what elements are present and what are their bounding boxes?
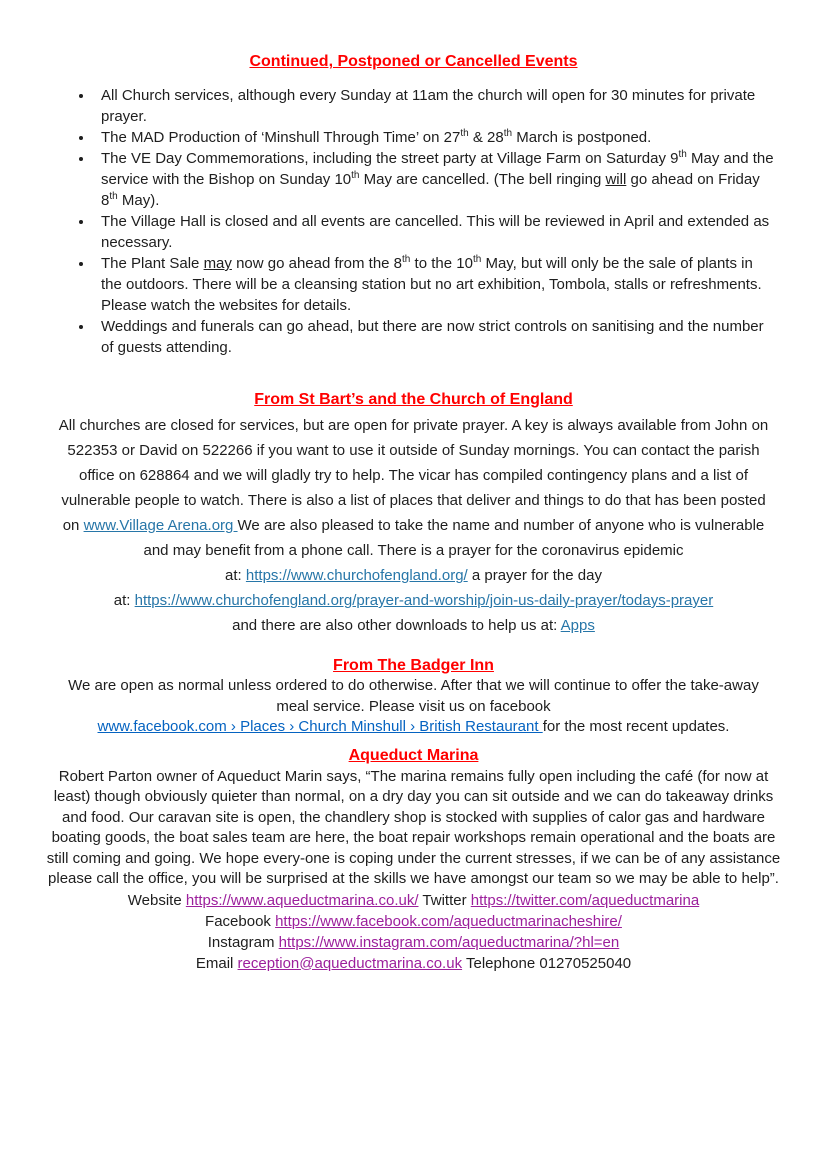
badger-facebook-link[interactable]: www.facebook.com › Places › Church Minshull › British Restaurant xyxy=(97,718,543,735)
text-run: th xyxy=(109,191,118,202)
text-run: The MAD Production of ‘Minshull Through Time’ on 27 xyxy=(101,129,461,146)
text-run: Instagram xyxy=(207,933,279,951)
text-run: th xyxy=(503,128,513,139)
contact-line-instagram xyxy=(52,932,775,953)
text-run: to the 10 xyxy=(410,255,473,272)
badger-inn-section-heading: From The Badger Inn xyxy=(333,657,494,674)
list-item xyxy=(94,316,775,358)
st-barts-paragraph xyxy=(57,413,771,563)
text-run: at: xyxy=(225,567,246,584)
list-item xyxy=(94,148,775,211)
marina-email-link[interactable]: reception@aqueductmarina.co.uk xyxy=(237,954,463,972)
text-run: March is postponed. xyxy=(512,129,652,146)
text-run: The VE Day Commemorations, including the street party at Village Farm on Saturday 9 xyxy=(101,150,679,167)
marina-twitter-link[interactable]: https://twitter.com/aqueductmarina xyxy=(470,891,700,909)
badger-facebook-line xyxy=(52,717,775,738)
contact-line-website-twitter xyxy=(52,890,775,911)
badger-inn-paragraph xyxy=(52,676,775,717)
aqueduct-marina-paragraph xyxy=(45,767,782,890)
apps-link[interactable]: Apps xyxy=(560,617,595,634)
text-run: at: xyxy=(113,592,135,609)
list-item-text xyxy=(101,255,762,314)
list-item-text xyxy=(101,213,769,251)
text-run: for the most recent updates. xyxy=(542,718,730,735)
cancelled-events-list xyxy=(52,85,775,358)
text-run: Facebook xyxy=(205,912,276,930)
list-item xyxy=(94,211,775,253)
marina-facebook-link[interactable]: https://www.facebook.com/aqueductmarinacheshire/ xyxy=(275,912,622,930)
text-run: Twitter xyxy=(418,891,471,909)
aqueduct-contacts xyxy=(52,890,775,974)
text-run: th xyxy=(402,254,411,265)
events-section-heading: Continued, Postponed or Cancelled Events xyxy=(249,53,578,70)
downloads-line xyxy=(52,613,775,638)
marina-instagram-link[interactable]: https://www.instagram.com/aqueductmarina/?hl=en xyxy=(278,933,620,951)
text-run: The Village Hall is closed and all events are cancelled. This will be reviewed in April and extended as necessary. xyxy=(101,213,770,251)
text-run: th xyxy=(472,254,482,265)
text-run: Weddings and funerals can go ahead, but there are now strict controls on sanitising and the number of guests attending. xyxy=(101,318,764,356)
contact-line-email-telephone xyxy=(52,953,775,974)
list-item xyxy=(94,85,775,127)
text-run: May, but will only be the sale of plants in the outdoors. There will be a cleansing station but no art exhibition, Tombola, stalls or refreshments. Please watch the websites for details. xyxy=(101,255,762,314)
text-run: Telephone 01270525040 xyxy=(462,954,632,972)
text-run: go ahead on Friday 8 xyxy=(101,171,760,209)
text-run: may xyxy=(203,255,232,272)
list-item xyxy=(94,127,775,148)
list-item-text xyxy=(101,129,651,146)
text-run: will xyxy=(605,171,627,188)
contact-line-facebook xyxy=(52,911,775,932)
text-run: a prayer for the day xyxy=(467,567,602,584)
text-run: Website xyxy=(127,891,186,909)
church-of-england-link[interactable]: https://www.churchofengland.org/ xyxy=(245,567,468,584)
text-run: We are open as normal unless ordered to do otherwise. After that we will continue to offer the take-away meal service. Please visit us on facebook xyxy=(68,677,759,715)
prayer-link-line-2 xyxy=(52,588,775,613)
text-run: Robert Parton owner of Aqueduct Marin says, “The marina remains fully open including the café (for now at least) though obviously quieter than normal, on a dry day you can sit outside and we can do takeaway drinks and food. Our caravan site is open, the chandlery shop is stocked with supplies of calor gas and hardware boating goods, the boat sales team are here, the boat repair workshops remain operational and the boats are still coming and going. We hope every-one is coping under the current stresses, if we can be of any assistance please call the office, you will be surprised at the skills we have amongst our team so we may be able to help”. xyxy=(46,767,781,887)
list-item-text xyxy=(101,150,774,209)
text-run: We are also pleased to take the name and number of anyone who is vulnerable and may benefit from a phone call. There is a prayer for the coronavirus epidemic xyxy=(143,517,765,559)
aqueduct-marina-section-heading: Aqueduct Marina xyxy=(348,746,479,764)
text-run: All churches are closed for services, but are open for private prayer. A key is always available from John on 522353 or David on 522266 if you want to use it outside of Sunday mornings. You can contact the parish office on 628864 and we will gladly try to help. The vicar has compiled contingency plans and a list of vulnerable people to watch. There is also a list of places that deliver and things to do that has been posted on xyxy=(58,417,769,534)
text-run: and there are also other downloads to help us at: xyxy=(232,617,561,634)
text-run: & 28 xyxy=(468,129,504,146)
text-run: now go ahead from the 8 xyxy=(231,255,403,272)
text-run: th xyxy=(460,128,469,139)
text-run: The Plant Sale xyxy=(101,255,204,272)
text-run: May). xyxy=(117,192,160,209)
daily-prayer-link[interactable]: https://www.churchofengland.org/prayer-and-worship/join-us-daily-prayer/todays-prayer xyxy=(134,592,714,609)
text-run: th xyxy=(351,170,360,181)
list-item xyxy=(94,253,775,316)
text-run: May are cancelled. (The bell ringing xyxy=(359,171,606,188)
text-run: Email xyxy=(195,954,238,972)
prayer-link-line-1 xyxy=(52,563,775,588)
list-item-text xyxy=(101,318,764,356)
list-item-text xyxy=(101,87,755,125)
text-run: May and the service with the Bishop on Sunday 10 xyxy=(101,150,774,188)
text-run: All Church services, although every Sunday at 11am the church will open for 30 minutes for private prayer. xyxy=(101,87,756,125)
village-arena-link[interactable]: www.Village Arena.org xyxy=(83,517,238,534)
text-run: th xyxy=(678,149,687,160)
st-barts-section-heading: From St Bart’s and the Church of England xyxy=(254,391,573,408)
marina-website-link[interactable]: https://www.aqueductmarina.co.uk/ xyxy=(185,891,419,909)
